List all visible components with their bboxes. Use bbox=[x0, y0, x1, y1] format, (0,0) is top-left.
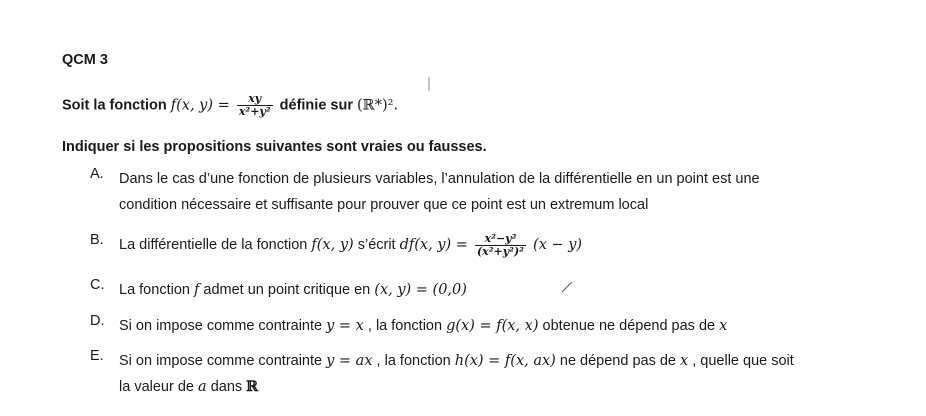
option-d-constraint: y = x bbox=[326, 318, 364, 334]
option-text bbox=[119, 277, 889, 303]
function-fraction bbox=[237, 93, 273, 118]
option-e-prefix: Si on impose comme contrainte bbox=[119, 353, 327, 369]
option-a-line1: Dans le cas d’une fonction de plusieurs variables, l’annulation de la différentielle en un point est une bbox=[119, 171, 760, 187]
function-expression: f(x, y) = bbox=[170, 97, 230, 114]
option-b-fraction bbox=[475, 233, 526, 258]
instruction: Indiquer si les propositions suivantes sont vraies ou fausses. bbox=[62, 139, 487, 155]
option-a-line2: condition nécessaire et suffisante pour prouver que ce point est un extremum local bbox=[119, 197, 649, 213]
option-letter: B. bbox=[90, 232, 104, 248]
fraction-denominator: x²+y² bbox=[238, 105, 271, 118]
option-text bbox=[119, 166, 889, 218]
option-e-line1 bbox=[119, 348, 889, 374]
domain-expression: (ℝ*)². bbox=[357, 97, 399, 114]
fraction-numerator: xy bbox=[237, 93, 273, 106]
pen-mark bbox=[426, 76, 432, 92]
fraction-denominator: (x²+y²)² bbox=[476, 244, 524, 258]
option-e-var: x bbox=[680, 353, 689, 369]
option-c-prefix: La fonction bbox=[119, 282, 194, 298]
option-d-var: x bbox=[719, 318, 728, 334]
option-c-f-var: f bbox=[193, 282, 200, 298]
option-e-set: ℝ bbox=[246, 378, 259, 395]
option-d-mid: , la fonction bbox=[367, 318, 447, 334]
option-letter: D. bbox=[90, 313, 105, 329]
option-b-df-expr: df(x, y) = bbox=[399, 237, 468, 253]
statement-prefix: Soit la fonction bbox=[62, 97, 171, 114]
option-e-line2 bbox=[119, 374, 889, 400]
option-c-mid: admet un point critique en bbox=[203, 282, 375, 298]
option-e-constraint: y = ax bbox=[326, 353, 373, 369]
option-e-a-var: a bbox=[198, 379, 207, 395]
option-c-point: (x, y) = (0,0) bbox=[374, 282, 467, 298]
function-statement bbox=[62, 93, 398, 118]
option-e-tail: ne dépend pas de bbox=[559, 353, 681, 369]
option-e-mid: , la fonction bbox=[376, 353, 455, 369]
option-letter: C. bbox=[90, 277, 105, 293]
option-e-line2-prefix: la valeur de bbox=[119, 379, 198, 395]
option-e-tail2: , quelle que soit bbox=[692, 353, 794, 369]
option-b-f-expr: f(x, y) bbox=[311, 237, 354, 253]
option-d-prefix: Si on impose comme contrainte bbox=[119, 318, 327, 334]
pen-mark bbox=[560, 280, 574, 294]
option-text bbox=[119, 348, 889, 400]
option-b-mid: s’écrit bbox=[357, 237, 400, 253]
option-letter: E. bbox=[90, 348, 104, 364]
option-e-h-expr: h(x) = f(x, ax) bbox=[454, 353, 556, 369]
fraction-numerator: x²−y² bbox=[475, 233, 526, 246]
option-e-line2-mid: dans bbox=[210, 379, 247, 395]
option-d-tail: obtenue ne dépend pas de bbox=[542, 318, 720, 334]
option-b-tail: (x − y) bbox=[533, 237, 583, 253]
option-text bbox=[119, 232, 889, 258]
statement-suffix: définie sur bbox=[279, 97, 358, 114]
option-text bbox=[119, 313, 889, 339]
option-letter: A. bbox=[90, 166, 104, 182]
option-d-g-expr: g(x) = f(x, x) bbox=[446, 318, 539, 334]
option-b-prefix: La différentielle de la fonction bbox=[119, 237, 312, 253]
question-title: QCM 3 bbox=[62, 52, 108, 68]
